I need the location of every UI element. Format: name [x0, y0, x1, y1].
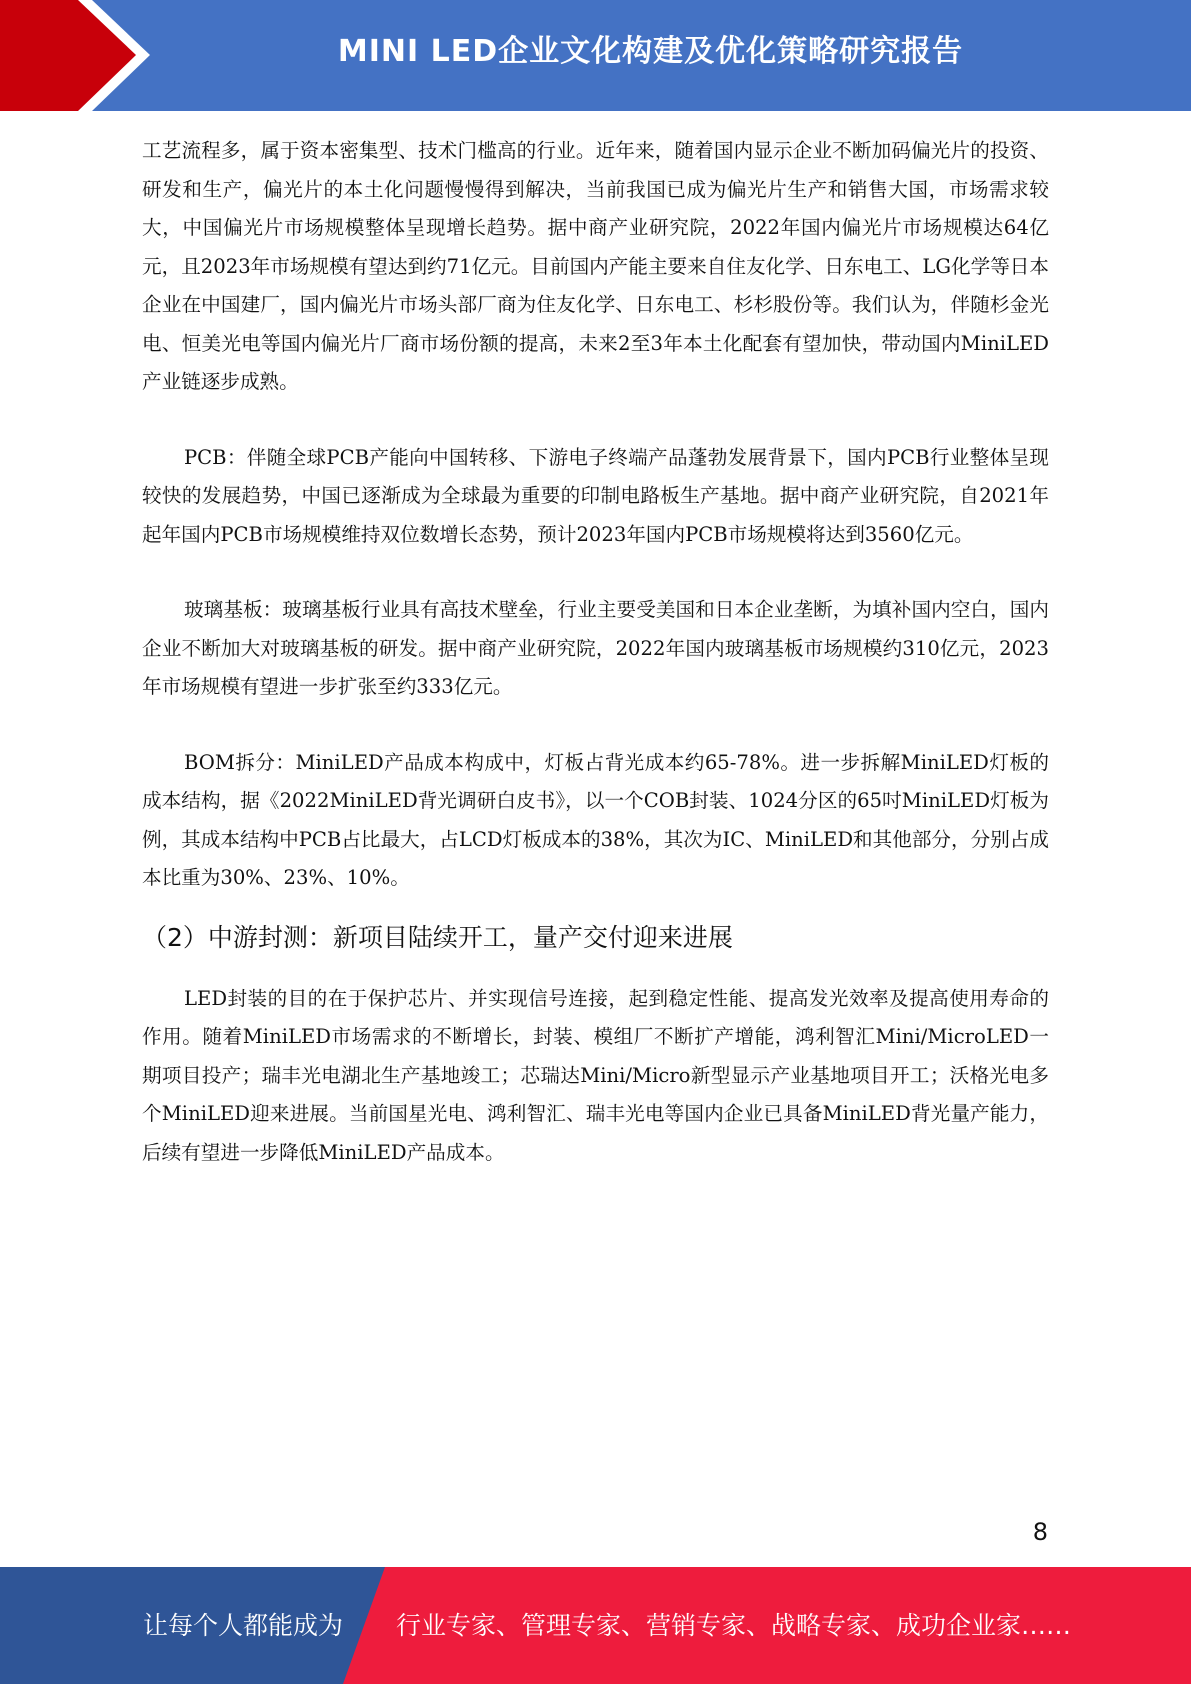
footer-slogan-right: 行业专家、管理专家、营销专家、战略专家、成功企业家…… [396, 1611, 1072, 1640]
paragraph-bom: BOM拆分：MiniLED产品成本构成中，灯板占背光成本约65-78%。进一步拆解MiniLED灯板的成本结构，据《2022MiniLED背光调研白皮书》，以一个COB封装、1024分区的65吋MiniLED灯板为例，其成本结构中PCB占比最大，占LCD灯板成本的38%，其次为IC、MiniLED和其他部分，分别占成本比重为30%、23%、10%。 [142, 750, 1049, 889]
document-title: MINI LED企业文化构建及优化策略研究报告 [337, 34, 964, 69]
page-number: 8 [1032, 1518, 1048, 1546]
footer-slogan-left: 让每个人都能成为 [143, 1611, 344, 1640]
paragraph-glass-substrate: 玻璃基板：玻璃基板行业具有高技术壁垒，行业主要受美国和日本企业垄断，为填补国内空白，国内企业不断加大对玻璃基板的研发。据中商产业研究院，2022年国内玻璃基板市场规模约310亿元，2023年市场规模有望进一步扩张至约333亿元。 [142, 598, 1049, 698]
header-red-chevron [0, 0, 150, 111]
header-banner [0, 0, 1191, 111]
page-content [142, 132, 1049, 1172]
paragraph-pcb: PCB：伴随全球PCB产能向中国转移、下游电子终端产品蓬勃发展背景下，国内PCB行业整体呈现较快的发展趋势，中国已逐渐成为全球最为重要的印制电路板生产基地。据中商产业研究院，自2021年起年国内PCB市场规模维持双位数增长态势，预计2023年国内PCB市场规模将达到3560亿元。 [142, 445, 1049, 546]
paragraph-packaging: LED封装的目的在于保护芯片、并实现信号连接，起到稳定性能、提高发光效率及提高使用寿命的作用。随着MiniLED市场需求的不断增长，封装、模组厂不断扩产增能，鸿利智汇Mini/MicroLED一期项目投产；瑞丰光电湖北生产基地竣工；芯瑞达Mini/Micro新型显示产业基地项目开工；沃格光电多个MiniLED迎来进展。当前国星光电、鸿利智汇、瑞丰光电等国内企业已具备MiniLED背光量产能力，后续有望进一步降低MiniLED产品成本。 [142, 986, 1049, 1164]
footer-banner [0, 1567, 1191, 1684]
section-heading: （2）中游封测：新项目陆续开工，量产交付迎来进展 [142, 922, 733, 952]
paragraph-polarizer: 工艺流程多，属于资本密集型、技术门槛高的行业。近年来，随着国内显示企业不断加码偏光片的投资、研发和生产，偏光片的本土化问题慢慢得到解决，当前我国已成为偏光片生产和销售大国，市场需求较大，中国偏光片市场规模整体呈现增长趋势。据中商产业研究院，2022年国内偏光片市场规模达64亿元，且2023年市场规模有望达到约71亿元。目前国内产能主要来自住友化学、日东电工、LG化学等日本企业在中国建厂，国内偏光片市场头部厂商为住友化学、日东电工、杉杉股份等。我们认为，伴随杉金光电、恒美光电等国内偏光片厂商市场份额的提高，未来2至3年本土化配套有望加快，带动国内MiniLED产业链逐步成熟。 [142, 139, 1049, 393]
